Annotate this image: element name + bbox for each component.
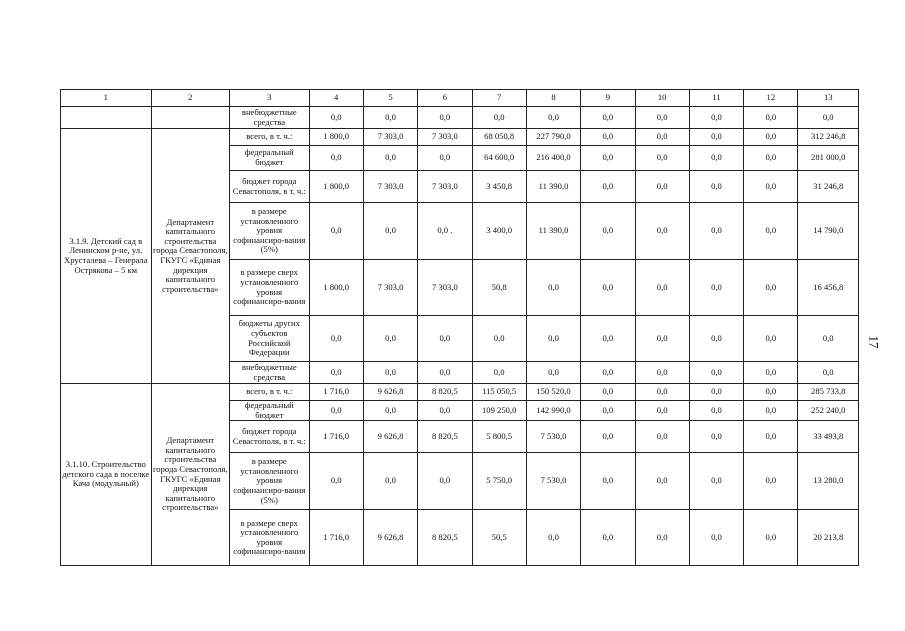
value-cell: 0,0: [581, 421, 635, 453]
value-cell: 0,0: [581, 171, 635, 203]
value-cell: 0,0: [798, 362, 859, 384]
value-cell: 150 520,0: [526, 384, 580, 401]
row-label: бюджет города Севастополя, в т. ч.:: [230, 421, 309, 453]
value-cell: 7 303,0: [363, 171, 417, 203]
row-label: бюджеты других субъектов Российской Федерации: [230, 316, 309, 362]
column-number: 6: [418, 90, 472, 107]
value-cell: 0,0: [581, 362, 635, 384]
value-cell: 33 493,8: [798, 421, 859, 453]
row-label: федеральный бюджет: [230, 146, 309, 171]
value-cell: 0,0: [309, 453, 363, 510]
value-cell: 16 456,8: [798, 260, 859, 316]
value-cell: 0,0: [526, 362, 580, 384]
value-cell: 3 400,0: [472, 203, 526, 260]
value-cell: 14 790,0: [798, 203, 859, 260]
row-label: всего, в т. ч.:: [230, 384, 309, 401]
value-cell: 109 250,0: [472, 401, 526, 421]
value-cell: 5 800,5: [472, 421, 526, 453]
value-cell: 11 390,0: [526, 203, 580, 260]
value-cell: 0,0: [635, 401, 689, 421]
value-cell: 0,0: [635, 129, 689, 146]
table-row: [61, 384, 859, 401]
value-cell: 0,0: [689, 510, 743, 566]
value-cell: 115 050,5: [472, 384, 526, 401]
value-cell: 0,0: [363, 401, 417, 421]
value-cell: 0,0: [309, 203, 363, 260]
value-cell: 0,0: [744, 453, 798, 510]
value-cell: 7 303,0: [418, 171, 472, 203]
value-cell: 0,0: [635, 107, 689, 129]
value-cell: 1 716,0: [309, 384, 363, 401]
value-cell: 0,0: [689, 129, 743, 146]
value-cell: 50,8: [472, 260, 526, 316]
value-cell: 1 716,0: [309, 510, 363, 566]
column-number: 1: [61, 90, 152, 107]
value-cell: 50,5: [472, 510, 526, 566]
value-cell: 0,0: [744, 171, 798, 203]
value-cell: 227 790,0: [526, 129, 580, 146]
page-number: 17: [866, 335, 882, 349]
value-cell: 0,0: [418, 146, 472, 171]
value-cell: 64 600,0: [472, 146, 526, 171]
value-cell: 1 800,0: [309, 260, 363, 316]
value-cell: 0,0: [526, 107, 580, 129]
value-cell: 0,0: [635, 384, 689, 401]
value-cell: 0,0: [635, 203, 689, 260]
column-number: 11: [689, 90, 743, 107]
value-cell: 0,0: [689, 171, 743, 203]
value-cell: 0,0: [744, 316, 798, 362]
column-number: 4: [309, 90, 363, 107]
value-cell: 9 626,8: [363, 384, 417, 401]
value-cell: 8 820,5: [418, 421, 472, 453]
value-cell: 0,0 .: [418, 203, 472, 260]
object-name: 3.1.9. Детский сад в Ленинском р-не, ул. Хрусталева – Генерала Острякова – 5 км: [61, 129, 152, 384]
table-row: [61, 107, 859, 129]
value-cell: 0,0: [418, 453, 472, 510]
value-cell: 7 303,0: [363, 260, 417, 316]
value-cell: 0,0: [581, 203, 635, 260]
row-label: внебюджетные средства: [230, 362, 309, 384]
value-cell: 0,0: [581, 146, 635, 171]
value-cell: 281 000,0: [798, 146, 859, 171]
value-cell: 0,0: [581, 384, 635, 401]
value-cell: 0,0: [689, 453, 743, 510]
executor-name: Департамент капитального строительства города Севастополя, ГКУГС «Единая дирекция капитального строительства»: [151, 384, 229, 566]
value-cell: 0,0: [744, 129, 798, 146]
value-cell: 0,0: [635, 421, 689, 453]
value-cell: 0,0: [689, 316, 743, 362]
column-number: 5: [363, 90, 417, 107]
value-cell: 0,0: [309, 316, 363, 362]
value-cell: 8 820,5: [418, 384, 472, 401]
value-cell: 0,0: [635, 146, 689, 171]
row-label: бюджет города Севастополя, в т. ч.:: [230, 171, 309, 203]
value-cell: 0,0: [363, 107, 417, 129]
value-cell: 0,0: [526, 316, 580, 362]
row-label: внебюджетные средства: [230, 107, 309, 129]
value-cell: 0,0: [309, 146, 363, 171]
value-cell: 0,0: [744, 146, 798, 171]
value-cell: 0,0: [635, 260, 689, 316]
value-cell: 0,0: [798, 316, 859, 362]
blank-cell: [151, 107, 229, 129]
row-label: в размере сверх установленного уровня софинансиро-вания: [230, 510, 309, 566]
value-cell: 0,0: [363, 362, 417, 384]
value-cell: 0,0: [689, 401, 743, 421]
value-cell: 0,0: [581, 510, 635, 566]
value-cell: 0,0: [418, 107, 472, 129]
object-name: 3.1.10. Строительство детского сада в поселке Кача (модульный): [61, 384, 152, 566]
value-cell: 7 303,0: [418, 260, 472, 316]
row-label: в размере установленного уровня софинансиро-вания (5%): [230, 203, 309, 260]
value-cell: 0,0: [418, 316, 472, 362]
value-cell: 0,0: [635, 453, 689, 510]
value-cell: 7 303,0: [363, 129, 417, 146]
column-number: 2: [151, 90, 229, 107]
column-number: 10: [635, 90, 689, 107]
value-cell: 0,0: [744, 203, 798, 260]
value-cell: 0,0: [309, 401, 363, 421]
value-cell: 0,0: [744, 107, 798, 129]
row-label: в размере сверх установленного уровня софинансиро-вания: [230, 260, 309, 316]
row-label: в размере установленного уровня софинансиро-вания (5%): [230, 453, 309, 510]
value-cell: 0,0: [472, 362, 526, 384]
value-cell: 31 246,8: [798, 171, 859, 203]
value-cell: 0,0: [744, 401, 798, 421]
value-cell: 0,0: [418, 362, 472, 384]
value-cell: 0,0: [309, 362, 363, 384]
value-cell: 0,0: [363, 203, 417, 260]
value-cell: 0,0: [363, 453, 417, 510]
value-cell: 68 050,8: [472, 129, 526, 146]
value-cell: 3 450,8: [472, 171, 526, 203]
value-cell: 11 390,0: [526, 171, 580, 203]
funding-table: [60, 89, 859, 566]
value-cell: 0,0: [581, 453, 635, 510]
value-cell: 1 800,0: [309, 171, 363, 203]
value-cell: 0,0: [526, 510, 580, 566]
value-cell: 0,0: [689, 421, 743, 453]
executor-name: Департамент капитального строительства города Севастополя, ГКУГС «Единая дирекция капитального строительства»: [151, 129, 229, 384]
value-cell: 0,0: [472, 107, 526, 129]
value-cell: 0,0: [744, 510, 798, 566]
value-cell: 0,0: [581, 107, 635, 129]
value-cell: 5 750,0: [472, 453, 526, 510]
value-cell: 0,0: [689, 203, 743, 260]
value-cell: 0,0: [744, 260, 798, 316]
value-cell: 0,0: [581, 260, 635, 316]
value-cell: 312 246,8: [798, 129, 859, 146]
value-cell: 7 303,0: [418, 129, 472, 146]
value-cell: 13 280,0: [798, 453, 859, 510]
value-cell: 0,0: [635, 510, 689, 566]
value-cell: 0,0: [472, 316, 526, 362]
value-cell: 0,0: [689, 260, 743, 316]
value-cell: 9 626,8: [363, 510, 417, 566]
value-cell: 0,0: [744, 384, 798, 401]
value-cell: 0,0: [363, 146, 417, 171]
blank-cell: [61, 107, 152, 129]
value-cell: 142 990,0: [526, 401, 580, 421]
value-cell: 20 213,8: [798, 510, 859, 566]
column-number: 12: [744, 90, 798, 107]
value-cell: 7 530,0: [526, 421, 580, 453]
column-number: 8: [526, 90, 580, 107]
value-cell: 0,0: [581, 401, 635, 421]
value-cell: 0,0: [526, 260, 580, 316]
value-cell: 0,0: [689, 146, 743, 171]
value-cell: 285 733,8: [798, 384, 859, 401]
value-cell: 0,0: [798, 107, 859, 129]
value-cell: 0,0: [689, 384, 743, 401]
column-number: 7: [472, 90, 526, 107]
value-cell: 0,0: [635, 171, 689, 203]
value-cell: 1 800,0: [309, 129, 363, 146]
column-number: 13: [798, 90, 859, 107]
value-cell: 1 716,0: [309, 421, 363, 453]
value-cell: 0,0: [689, 362, 743, 384]
value-cell: 0,0: [744, 362, 798, 384]
value-cell: 0,0: [581, 129, 635, 146]
value-cell: 0,0: [309, 107, 363, 129]
value-cell: 0,0: [363, 316, 417, 362]
value-cell: 216 400,0: [526, 146, 580, 171]
value-cell: 0,0: [581, 316, 635, 362]
value-cell: 0,0: [635, 316, 689, 362]
value-cell: 7 530,0: [526, 453, 580, 510]
value-cell: 8 820,5: [418, 510, 472, 566]
row-label: всего, в т. ч.:: [230, 129, 309, 146]
column-number: 3: [230, 90, 309, 107]
table-row: [61, 129, 859, 146]
column-number: 9: [581, 90, 635, 107]
value-cell: 0,0: [744, 421, 798, 453]
value-cell: 9 626,8: [363, 421, 417, 453]
value-cell: 0,0: [635, 362, 689, 384]
header-row: [61, 90, 859, 107]
row-label: федеральный бюджет: [230, 401, 309, 421]
value-cell: 252 240,0: [798, 401, 859, 421]
value-cell: 0,0: [689, 107, 743, 129]
value-cell: 0,0: [418, 401, 472, 421]
